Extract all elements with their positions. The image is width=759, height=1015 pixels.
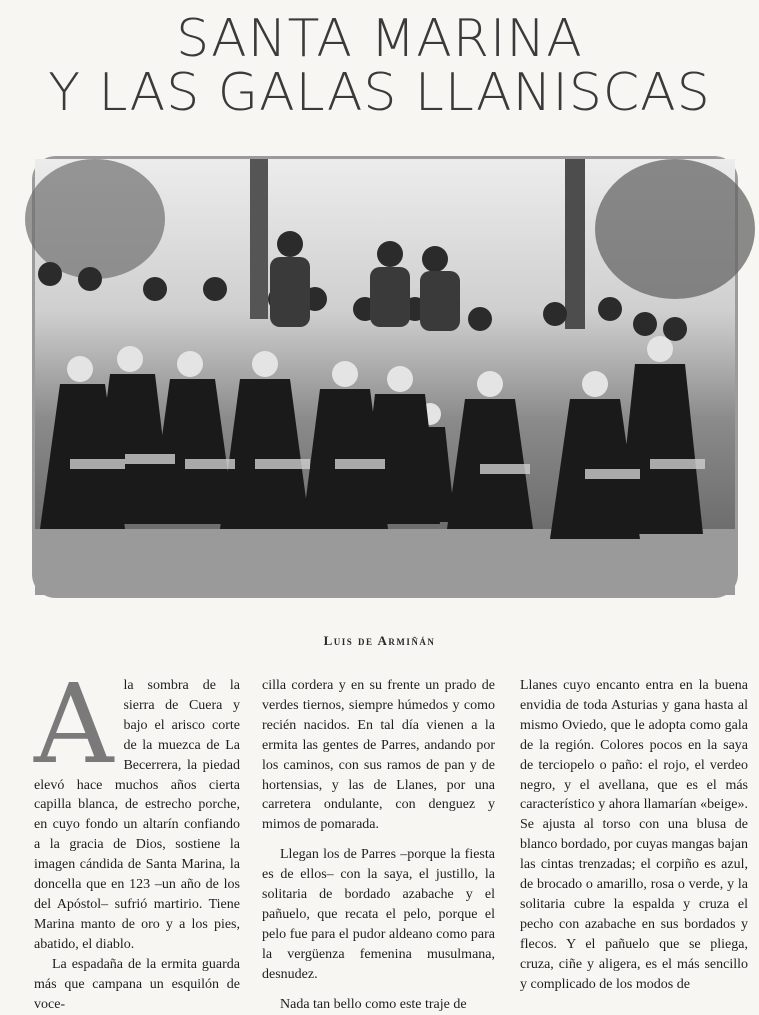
paragraph: Llanes cuyo encanto entra en la buena envidia de toda Asturias y gana hasta al mismo Oviedo, que le adopta como gala de la región. Colores pocos en la saya de terciopelo o paño: el rojo, el verdeo negro, y el avellana, que es el más característico y ahora llamarían «beige». Se ajusta al torso con una blusa de blanco bordado, por cuyas mangas bajan las cintas trenzadas; el corpiño es azul, de brocado o amarillo, rosa o verde, y la solitaria cubre la espalda y cruza el pecho con azabache en sus bordados y flecos. Y el pañuelo que se pliega, cruza, ciñe y aligera, es el más sencillo y complicado de los modos de [520,678,748,992]
paragraph: la sombra de la sierra de Cuera y bajo el arisco corte de la muezca de La Becerrera, la piedad elevó hace muchos años cierta capilla blanca, de estrecho porche, en cuyo fondo un altarín confiando a la gracia de Dios, sostiene la imagen cándida de Santa Marina, la doncella que en 123 –un año de los del Apóstol– sufrió martirio. Tiene Marina manto de oro y a los pies, abatido, el diablo. [34,678,240,952]
group-photo [32,156,738,598]
drop-cap: A [34,660,114,788]
group-photo-illustration [35,159,735,595]
author-byline: Luis de Armiñán [323,633,436,648]
article-column-3 [520,676,748,992]
paragraph: cilla cordera y en su frente un prado de verdes tiernos, siempre húmedos y como recién nacidos. En tal día vienen a la ermita las gentes de Parres, andando por los caminos, con sus ramos de pan y de hortensias, y las de Llanes, por una carretera ondulante, con denguez y mimos de pomarada. [262,678,495,833]
article-title-line-2: Y LAS GALAS LLANISCAS [48,63,711,123]
article-title-line-1: SANTA MARINA [176,9,583,69]
paragraph: Nada tan bello como este traje de [280,996,467,1012]
paragraph: Llegan los de Parres –porque la fiesta es de ellos– con la saya, el justillo, la solitaria de bordado azabache y el pañuelo, que recata el pelo, porque el pelo fue para el pudor aldeano como para la vergüenza femenina musulmana, desnudez. [262,847,495,982]
article-column-1 [34,660,240,1012]
paragraph: La espadaña de la ermita guarda más que campana un esquilón de voce- [34,956,240,1012]
article-column-2 [262,676,495,1012]
